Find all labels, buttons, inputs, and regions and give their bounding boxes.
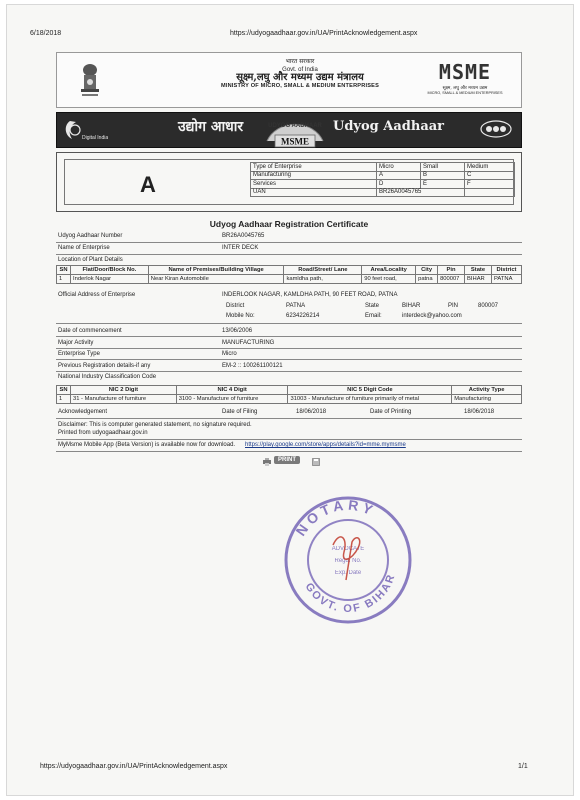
digital-india-label: Digital India [82,135,108,141]
table-cell: Services [251,180,377,189]
column-header: SN [57,386,71,395]
table-cell: patna [416,275,438,284]
stamp-inner-line: Regd. No. [334,558,362,564]
printing-date-label: Date of Printing [370,409,412,415]
table-cell: PATNA [491,275,521,284]
filing-date-label: Date of Filing [222,409,258,415]
commencement-value: 13/06/2006 [222,328,253,334]
table-cell: Manufacturing [452,395,522,404]
table-cell: 31003 - Manufacture of furniture primarily of metal [288,395,452,404]
column-header: NIC 5 Digit Code [288,386,452,395]
uan-value: BR26A0045765 [377,188,465,197]
divider [56,242,522,243]
nic-label: National Industry Classification Code [58,374,157,380]
previous-registration-label: Previous Registration details-if any [58,363,151,369]
table-row [251,188,515,197]
table-cell: 90 feet road, [362,275,416,284]
table-cell: F [465,180,515,189]
ministry-english: MINISTRY OF MICRO, SMALL & MEDIUM ENTERPRISES [220,83,380,89]
plant-location-label: Location of Plant Details [58,257,123,263]
column-header: Pin [438,266,465,275]
email-value: interdeck@yahoo.com [402,313,462,319]
district-value: PATNA [286,303,306,309]
table-cell: E [421,180,465,189]
msme-logo-text: MSME [438,60,492,84]
plant-details-table [56,265,522,284]
stamp-top-text: NOTARY [292,496,379,539]
major-activity-value: MANUFACTURING [222,340,275,346]
udyog-aadhaar-seal-icon [255,111,335,149]
table-row [57,275,522,284]
digital-india-logo-icon [62,117,108,143]
column-header: State [465,266,492,275]
national-emblem-icon [76,60,104,100]
enterprise-type-table [250,162,515,197]
table-header-row [57,386,522,395]
official-address-value: INDERLOOK NAGAR, KAMLDHA PATH, 90 FEET ROAD, PATNA [222,292,398,298]
table-cell: 1 [57,275,71,284]
divider [56,418,522,419]
pin-label: PIN [448,303,459,309]
column-header: Road/Street/ Lane [284,266,362,275]
table-cell: D [377,180,421,189]
print-date: 6/18/2018 [30,30,62,37]
divider [56,359,522,360]
enterprise-type-label: Enterprise Type [58,351,100,357]
column-header: NIC 2 Digit [70,386,176,395]
make-in-india-logo-icon [478,118,514,140]
table-cell: Type of Enterprise [251,163,377,172]
print-url-footer: https://udyogaadhaar.gov.in/UA/PrintAcknowledgement.aspx [40,763,228,770]
column-header: Activity Type [452,386,522,395]
printing-date-value: 18/06/2018 [464,409,495,415]
government-title-block [190,58,410,90]
column-header: Name of Premises/Building Village [148,266,284,275]
table-row [251,163,515,172]
stamp-inner-line: Exp. Date [334,570,362,576]
state-value: BIHAR [402,303,421,309]
column-header: Flat/Door/Block No. [70,266,148,275]
table-cell: 31 - Manufacture of furniture [70,395,176,404]
major-activity-label: Major Activity [58,340,94,346]
table-cell: Small [421,163,465,172]
column-header: NIC 4 Digit [176,386,288,395]
divider [56,371,522,372]
table-cell: 800007 [438,275,465,284]
ministry-hindi: सूक्ष्म,लघु और मध्यम उद्यम मंत्रालय [236,72,364,83]
table-cell: kamldha path, [284,275,362,284]
table-cell: Manufacturing [251,171,377,180]
msme-logo [420,62,510,102]
govt-english: Govt. of India [282,67,318,73]
email-label: Email: [365,313,382,319]
divider [56,348,522,349]
divider [56,254,522,255]
svg-text:NOTARY [292,497,378,539]
notary-stamp-icon [278,490,418,630]
column-header: District [491,266,521,275]
filing-date-value: 18/06/2018 [296,409,327,415]
table-row [57,395,522,404]
divider [56,451,522,452]
enterprise-type-value: Micro [222,351,237,357]
udyog-aadhaar-hindi: उद्योग आधार [178,119,244,135]
stamp-inner-line: ADVOCATE [331,546,365,552]
mobile-label: Mobile No: [226,313,255,319]
table-header-row [57,266,522,275]
udyog-aadhaar-english: Udyog Aadhaar [333,119,445,134]
table-row [251,180,515,189]
category-letter: A [140,172,156,197]
pin-value: 800007 [478,303,499,309]
divider [56,323,522,324]
table-cell: B [421,171,465,180]
table-cell [465,188,515,197]
district-label: District [226,303,245,309]
enterprise-name-value: INTER DECK [222,245,259,251]
stamp-bottom-text: GOVT. OF BIHAR [302,571,398,616]
official-address-label: Official Address of Enterprise [58,292,136,298]
table-cell: Micro [377,163,421,172]
print-button[interactable] [262,456,318,468]
nic-code-table [56,385,522,404]
previous-registration-value: EM-2 :: 100261100121 [222,363,283,369]
print-url-header: https://udyogaadhaar.gov.in/UA/PrintAcknowledgement.aspx [230,30,418,37]
mobile-value: 6234226214 [286,313,320,319]
divider [56,336,522,337]
certificate-title: Udyog Aadhaar Registration Certificate [209,219,369,229]
uan-number-value: BR26A0045765 [222,233,265,239]
acknowledgement-label: Acknowledgement [58,409,108,415]
mobile-app-link[interactable]: https://play.google.com/store/apps/details?id=mme.mymsme [245,442,406,448]
disclaimer-text: Disclaimer: This is computer generated statement, no signature required. [58,422,252,428]
seal-msme-text: MSME [281,136,309,147]
page-number: 1/1 [518,763,528,770]
mobile-app-notice: MyMsme Mobile App (Beta Version) is available now for download. [58,442,236,448]
printer-icon [262,458,272,466]
table-row [251,171,515,180]
printed-from-text: Printed from udyogaadhaar.gov.in [58,430,148,436]
column-header: SN [57,266,71,275]
table-cell: Near Kiran Automobile [148,275,284,284]
table-cell: 1 [57,395,71,404]
table-cell: Medium [465,163,515,172]
column-header: City [416,266,438,275]
table-cell: BIHAR [465,275,492,284]
msme-logo-hindi: सूक्ष्म, लघु और मध्यम उद्यम [442,86,488,91]
table-cell: A [377,171,421,180]
table-cell: 3100 - Manufacture of furniture [176,395,288,404]
state-label: State [365,303,380,309]
save-icon[interactable] [312,458,320,466]
table-cell: Inderlok Nagar [70,275,148,284]
column-header: Area/Locality [362,266,416,275]
seal-top-text: UDYOG AADHAAR [268,123,322,129]
print-label: PRINT [274,456,300,464]
uan-number-label: Udyog Aadhaar Number [58,233,123,239]
table-cell: C [465,171,515,180]
uan-label: UAN [251,188,377,197]
commencement-label: Date of commencement [58,328,122,334]
msme-logo-subtitle: MICRO, SMALL & MEDIUM ENTERPRISES [427,91,503,95]
enterprise-name-label: Name of Enterprise [58,245,110,251]
divider [56,439,522,440]
govt-hindi: भारत सरकार [285,58,315,65]
